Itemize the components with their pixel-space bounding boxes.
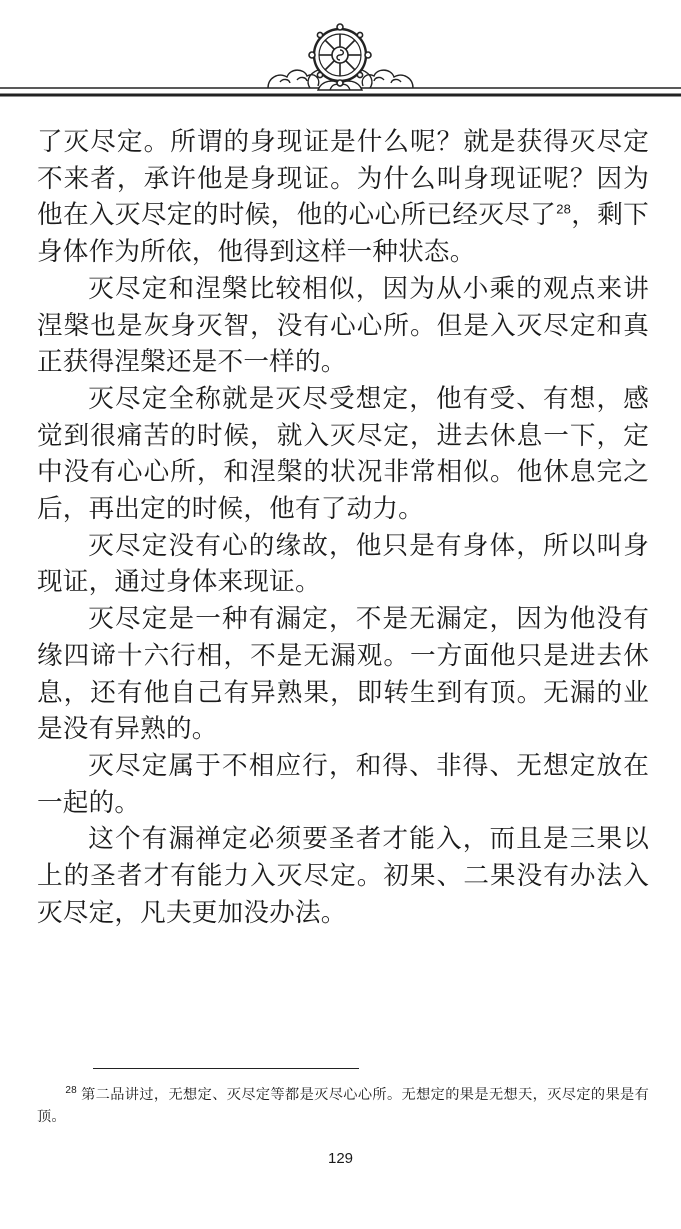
footnote-number: 28 (65, 1085, 77, 1097)
paragraph-6: 灭尽定属于不相应行，和得、非得、无想定放在一起的。 (37, 750, 649, 818)
paragraph-1: 了灭尽定。所谓的身现证是什么呢？就是获得灭尽定不来者，承许他是身现证。为什么叫身现证呢？因为他在入灭尽定的时候，他的心心所已经灭尽了$^{28}$，剩下身体作为所依，他得到这样一种状态。 (37, 127, 649, 268)
footnote (37, 1084, 649, 1128)
footnote-divider (93, 1068, 359, 1069)
body-text (37, 124, 649, 931)
footnote-ref[interactable]: 28 (556, 201, 572, 217)
footnote-text: 第二品讲过，无想定、灭尽定等都是灭尽心心所。无想定的果是无想天，灭尽定的果是有顶。 (37, 1087, 649, 1125)
paragraph-3: 灭尽定全称就是灭尽受想定，他有受、有想，感觉到很痛苦的时候，就入灭尽定，进去休息一下，定中没有心心所，和涅槃的状况非常相似。他休息完之后，再出定的时候，他有了动力。 (37, 383, 649, 525)
paragraph-2: 灭尽定和涅槃比较相似，因为从小乘的观点来讲涅槃也是灰身灭智，没有心心所。但是入灭尽定和真正获得涅槃还是不一样的。 (37, 273, 649, 378)
cloud-right-icon (362, 70, 413, 88)
header-ornament (0, 0, 681, 105)
paragraph-4: 灭尽定没有心的缘故，他只是有身体，所以叫身现证，通过身体来现证。 (37, 530, 649, 598)
paragraph-7: 这个有漏禅定必须要圣者才能入，而且是三果以上的圣者才有能力入灭尽定。初果、二果没有办法入灭尽定，凡夫更加没办法。 (37, 824, 649, 928)
page-number: 129 (327, 1150, 354, 1167)
page-header (0, 0, 681, 105)
paragraph-5: 灭尽定是一种有漏定，不是无漏定，因为他没有缘四谛十六行相，不是无漏观。一方面他只是进去休息，还有他自己有异熟果，即转生到有顶。无漏的业是没有异熟的。 (37, 604, 649, 745)
cloud-left-icon (268, 70, 319, 88)
